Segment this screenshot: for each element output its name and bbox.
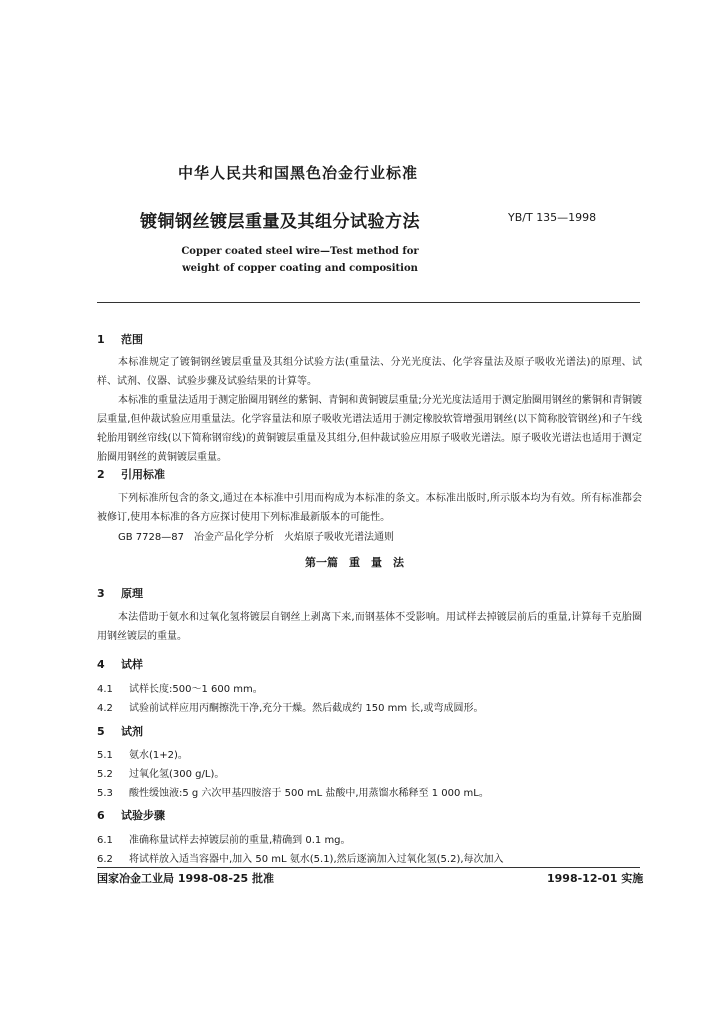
section-6-heading (97, 807, 165, 823)
section-3-paragraph-1: 本法借助于氨水和过氧化氢将镀层自钢丝上剥离下来,而钢基体不受影响。用试样去掉镀层前后的重量,计算每千克胎圈用钢丝镀层的重量。 (97, 612, 642, 642)
section-3-heading (97, 585, 143, 601)
clause-text: 将试样放入适当容器中,加入 50 mL 氨水(5.1),然后逐滴加入过氧化氢(5.2),每次加入 (129, 854, 504, 865)
section-number: 2 (97, 468, 105, 481)
clause-number: 5.1 (97, 750, 113, 761)
list-item (97, 765, 224, 780)
clause-text: 试验前试样应用丙酮擦洗干净,充分干燥。然后截成约 150 mm 长,或弯成圆形。 (129, 703, 484, 714)
clause-text: 氨水(1+2)。 (129, 750, 188, 761)
list-item (97, 680, 263, 695)
section-4-heading (97, 656, 143, 672)
list-item (97, 746, 188, 761)
header-divider (97, 302, 640, 303)
section-1-paragraph-1: 本标准规定了镀铜钢丝镀层重量及其组分试验方法(重量法、分光光度法、化学容量法及原子吸收光谱法)的原理、试样、试剂、仪器、试验步骤及试验结果的计算等。 (97, 357, 642, 387)
list-item (97, 784, 489, 799)
list-item (97, 699, 483, 714)
english-title-line-1: Copper coated steel wire—Test method for (181, 246, 419, 257)
clause-number: 4.1 (97, 684, 113, 695)
clause-number: 6.1 (97, 835, 113, 846)
standard-category-title: 中华人民共和国黑色冶金行业标准 (178, 164, 419, 182)
approval-date: 国家冶金工业局 1998-08-25 批准 (97, 872, 275, 885)
section-number: 1 (97, 333, 105, 346)
section-number: 6 (97, 809, 105, 822)
list-item (97, 850, 504, 865)
section-number: 5 (97, 725, 105, 738)
referenced-standard: GB 7728—87 冶金产品化学分析 火焰原子吸收光谱法通则 (118, 532, 394, 543)
section-title: 范围 (121, 333, 143, 346)
section-1-paragraph-2: 本标准的重量法适用于测定胎圈用钢丝的紫铜、青铜和黄铜镀层重量;分光光度法适用于测定胎圈用钢丝的紫铜和青铜镀层重量,但仲裁试验应用重量法。化学容量法和原子吸收光谱法适用于测定橡胶软管增强用钢丝(以下简称胶管钢丝)和子午线轮胎用钢丝帘线(以下简称钢帘线)的黄铜镀层重量及其组分,但仲裁试验应用原子吸收光谱法。原子吸收光谱法也适用于测定胎圈用钢丝的黄铜镀层重量。 (97, 395, 642, 463)
clause-number: 5.3 (97, 788, 113, 799)
clause-text: 过氧化氢(300 g/L)。 (129, 769, 225, 780)
section-2-heading (97, 466, 165, 482)
section-title: 原理 (121, 587, 143, 600)
section-number: 4 (97, 658, 105, 671)
implementation-date: 1998-12-01 实施 (547, 872, 644, 885)
section-1-heading (97, 331, 143, 347)
section-title: 试剂 (121, 725, 143, 738)
standard-code: YB/T 135—1998 (508, 211, 597, 224)
clause-text: 酸性缓蚀液:5 g 六次甲基四胺溶于 500 mL 盐酸中,用蒸馏水稀释至 1 000 mL。 (129, 788, 489, 799)
clause-number: 6.2 (97, 854, 113, 865)
section-5-heading (97, 723, 143, 739)
clause-number: 4.2 (97, 703, 113, 714)
section-title: 引用标准 (121, 468, 165, 481)
list-item (97, 831, 351, 846)
section-title: 试样 (121, 658, 143, 671)
english-title-line-2: weight of copper coating and composition (182, 263, 418, 274)
clause-number: 5.2 (97, 769, 113, 780)
footer-divider (97, 867, 640, 868)
document-title: 镀铜钢丝镀层重量及其组分试验方法 (140, 212, 420, 232)
clause-text: 准确称量试样去掉镀层前的重量,精确到 0.1 mg。 (129, 835, 351, 846)
clause-text: 试样长度:500～1 600 mm。 (129, 684, 263, 695)
section-title: 试验步骤 (121, 809, 165, 822)
part-1-heading: 第一篇 重 量 法 (305, 556, 404, 569)
section-number: 3 (97, 587, 105, 600)
section-2-paragraph-1: 下列标准所包含的条文,通过在本标准中引用而构成为本标准的条文。本标准出版时,所示版本均为有效。所有标准都会被修订,使用本标准的各方应探讨使用下列标准最新版本的可能性。 (97, 493, 642, 523)
